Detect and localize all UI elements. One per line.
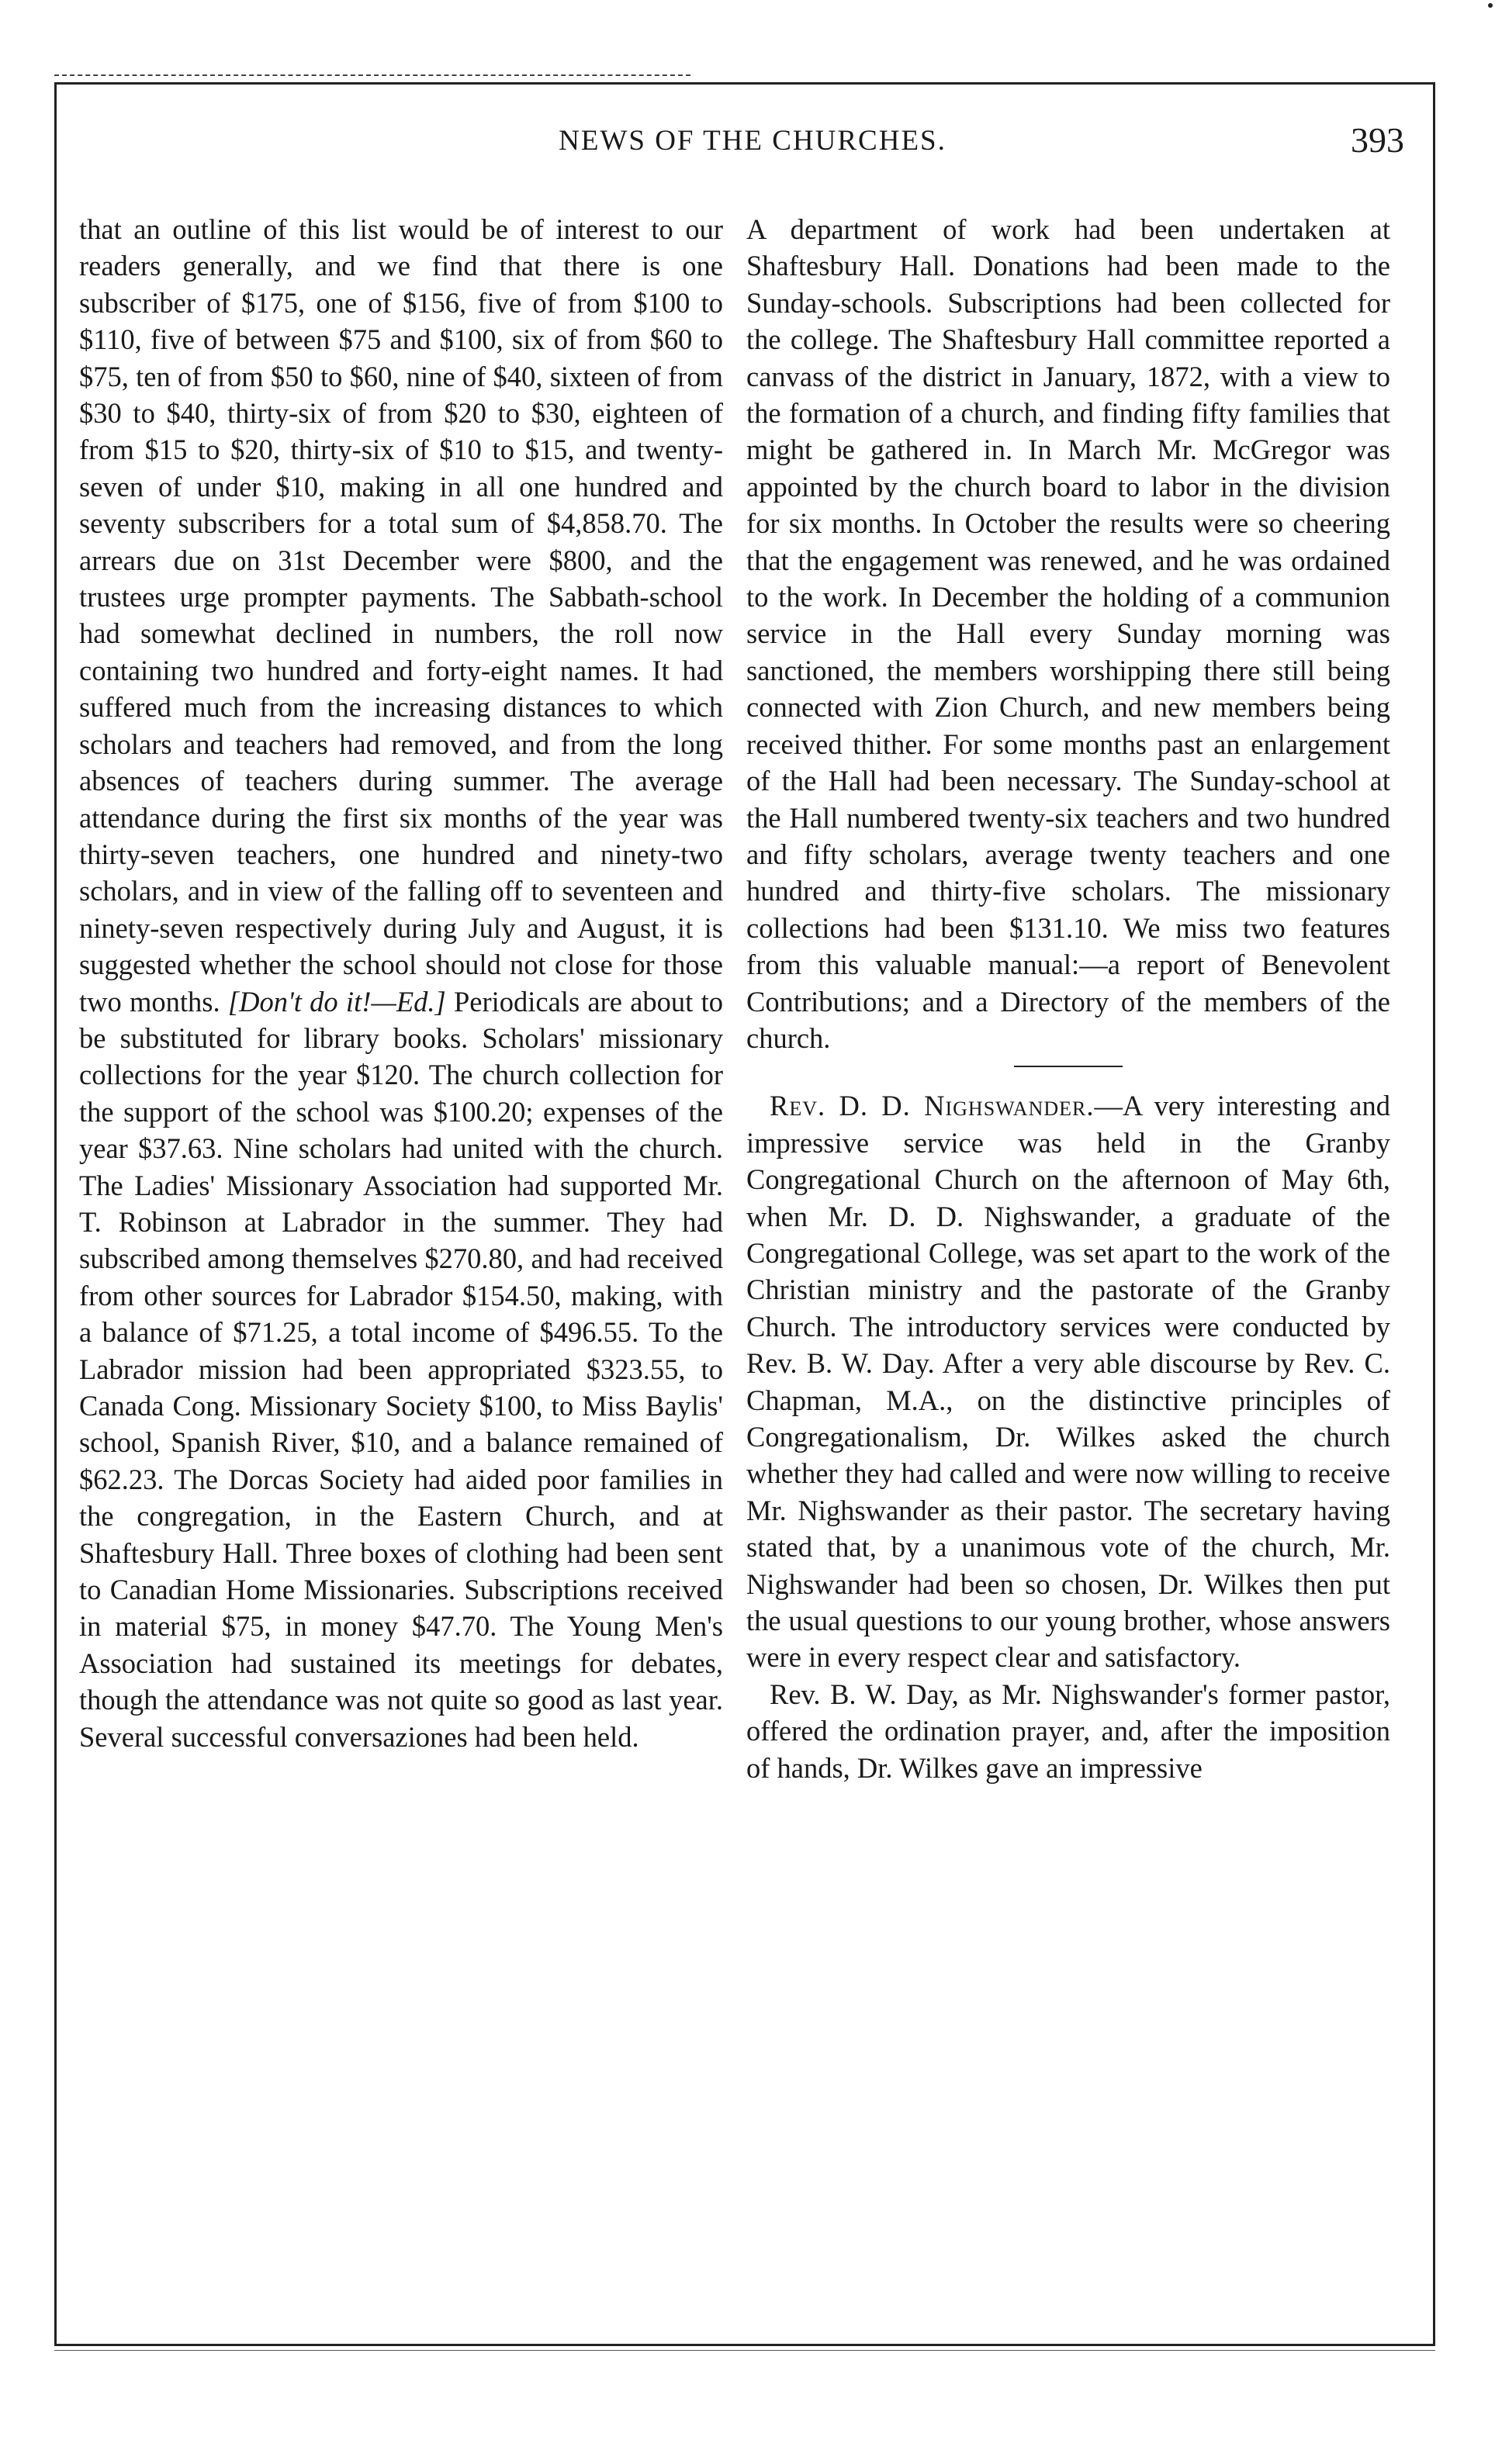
left-paragraph-text: that an outline of this list would be of interest to our readers generally, and we find that there is one subscriber of $175, one of $156, five of from $100 to $110, five of between $75 and $100, six of from $60 to $75, ten of from $50 to $60, nine of $40, sixteen of from $30 to $40, thirty-six of from $20 to $30, eighteen of from $15 to $20, thirty-six of $10 to $15, and twenty-seven of under $10, making in all one hundred and seventy subscribers for a total sum of $4,858.70. The arrears due on 31st December were $800, and the trustees urge prompter payments. The Sabbath-school had somewhat declined in numbers, the roll now containing two hundred and forty-eight names. It had suffered much from the increasing distances to which scholars and teachers had removed, and from the long absences of teachers during summer. The average attendance during the first six months of the year was thirty-seven teachers, one hundred and ninety-two scholars, and in view of the falling off to seventeen and ninety-seven respectively during July and August, it is suggested whether the school should not close for those two months. [79, 213, 723, 1018]
right-paragraph-1: A department of work had been undertaken at Shaftesbury Hall. Donations had been made to the Sunday-schools. Subscriptions had been collected for the college. The Shaftesbury Hall committee reported a canvass of the district in January, 1872, with a view to the formation of a church, and finding fifty families that might be gathered in. In March Mr. McGregor was appointed by the church board to labor in the division for six months. In October the results were so cheering that the engagement was renewed, and he was ordained to the work. In December the holding of a communion service in the Hall every Sunday morning was sanctioned, the members worshipping there still being connected with Zion Church, and new members being received thither. For some months past an enlargement of the Hall had been necessary. The Sunday-school at the Hall numbered twenty-six teachers and two hundred and fifty scholars, average twenty teachers and one hundred and thirty-five scholars. The missionary collections had been $131.10. We miss two features from this valuable manual:—a report of Benevolent Contributions; and a Directory of the members of the church. [746, 213, 1390, 1054]
section-divider [1014, 1066, 1123, 1067]
left-column [79, 211, 723, 1755]
corner-mark [1488, 3, 1493, 8]
bottom-rule-thin [54, 2350, 1435, 2351]
right-paragraph-2 [746, 1087, 1390, 1676]
right-paragraph-2-text: —A very interesting and impressive service was held in the Granby Congregational Church on the afternoon of May 6th, when Mr. D. D. Nighswander, a graduate of the Congregational College, was set apart to the work of the Christian ministry and the pastorate of the Granby Church. The introductory services were conducted by Rev. B. W. Day. After a very able discourse by Rev. C. Chapman, M.A., on the distinctive principles of Congregationalism, Dr. Wilkes asked the church whether they had called and were now willing to receive Mr. Nighswander as their pastor. The secretary having stated that, by a unanimous vote of the church, Mr. Nighswander had been so chosen, Dr. Wilkes then put the usual questions to our young brother, whose answers were in every respect clear and satisfactory. [746, 1090, 1390, 1674]
page-number: 393 [1351, 120, 1404, 160]
right-paragraph-3: Rev. B. W. Day, as Mr. Nighswander's former pastor, offered the ordination prayer, and, after the imposition of hands, Dr. Wilkes gave an impressive [746, 1678, 1390, 1784]
top-dashed-rule [54, 74, 690, 76]
editor-note: [Don't do it!—Ed.] [227, 985, 446, 1018]
left-paragraph [79, 211, 723, 1755]
right-column [746, 211, 1390, 1786]
left-paragraph-cont: Periodicals are about to be substituted for library books. Scholars' missionary collections for the year $120. The church collection for the support of the school was $100.20; expenses of the year $37.63. Nine scholars had united with the church. The Ladies' Missionary Association had supported Mr. T. Robinson at Labrador in the summer. They had subscribed among themselves $270.80, and had received from other sources for Labrador $154.50, making, with a balance of $71.25, a total income of $496.55. To the Labrador mission had been appropriated $323.55, to Canada Cong. Missionary Society $100, to Miss Baylis' school, Spanish River, $10, and a balance remained of $62.23. The Dorcas Society had aided poor families in the congregation, in the Eastern Church, and at Shaftesbury Hall. Three boxes of clothing had been sent to Canadian Home Missionaries. Subscriptions received in material $75, in money $47.70. The Young Men's Association had sustained its meetings for debates, though the attendance was not quite so good as last year. Several successful conversaziones had been held. [79, 985, 723, 1753]
page-title: NEWS OF THE CHURCHES. [559, 125, 946, 157]
section-heading: Rev. D. D. Nighswander. [770, 1090, 1095, 1122]
running-head [78, 120, 1428, 171]
bottom-rule [54, 2344, 1435, 2346]
